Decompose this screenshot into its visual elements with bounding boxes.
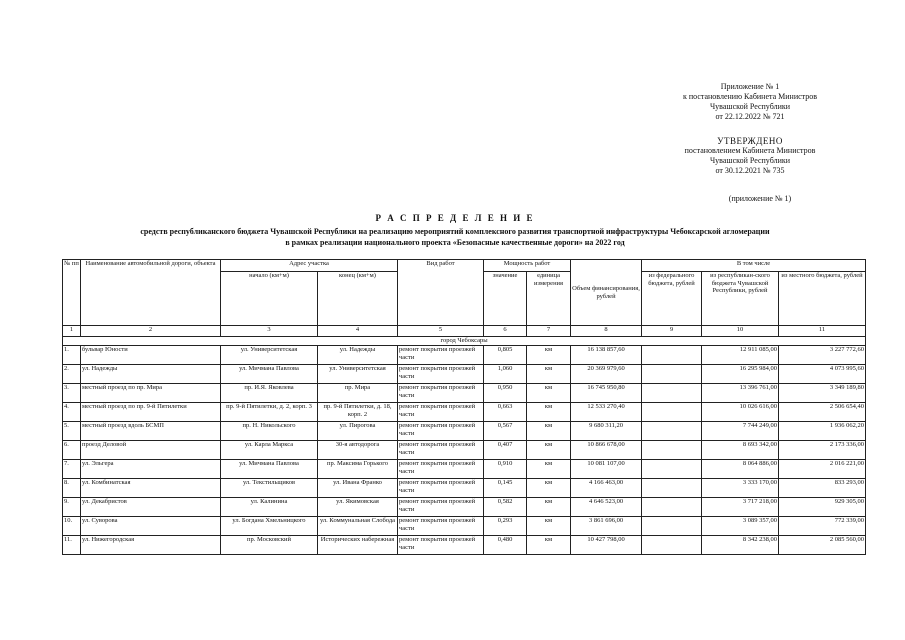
cell-work-type: ремонт покрытия проезжей части <box>398 498 484 517</box>
cell-start: ул. Богдана Хмельницкого <box>221 517 318 536</box>
cell-local: 1 936 062,20 <box>779 422 866 441</box>
cell-road-name: ул. Комбинатская <box>81 479 221 498</box>
appendix-line-4: от 22.12.2022 № 721 <box>715 112 785 121</box>
cell-num: 4. <box>63 403 81 422</box>
approved-line-1: постановлением Кабинета Министров <box>684 146 816 155</box>
cell-end: ул. Университетская <box>318 365 398 384</box>
cell-road-name: ул. Эльгера <box>81 460 221 479</box>
cell-start: ул. Калинина <box>221 498 318 517</box>
header-local: из местного бюджета, рублей <box>779 272 866 326</box>
cell-end: пр. 9-й Пятилетки, д. 18, корп. 2 <box>318 403 398 422</box>
cell-volume: 3 861 696,00 <box>571 517 642 536</box>
cell-road-name: ул. Нижегородская <box>81 536 221 555</box>
cell-end: ул. Якимовская <box>318 498 398 517</box>
cell-federal <box>642 498 702 517</box>
cell-value: 0,145 <box>484 479 527 498</box>
column-number-row <box>63 326 866 337</box>
cell-num: 10. <box>63 517 81 536</box>
cell-volume: 10 081 107,00 <box>571 460 642 479</box>
header-start: начало (км+м) <box>221 272 318 326</box>
cell-num: 2. <box>63 365 81 384</box>
header-federal: из федерального бюджета, рублей <box>642 272 702 326</box>
cell-republic: 8 693 342,00 <box>702 441 779 460</box>
cell-volume: 10 427 798,00 <box>571 536 642 555</box>
section-title: город Чебоксары <box>63 337 866 346</box>
table-row <box>63 403 866 422</box>
cell-work-type: ремонт покрытия проезжей части <box>398 346 484 365</box>
cell-volume: 12 533 270,40 <box>571 403 642 422</box>
table-row <box>63 517 866 536</box>
cell-local: 3 227 772,60 <box>779 346 866 365</box>
cell-start: ул. Текстильщиков <box>221 479 318 498</box>
cell-num: 1. <box>63 346 81 365</box>
cell-republic: 10 026 616,00 <box>702 403 779 422</box>
cell-federal <box>642 365 702 384</box>
cell-end: пр. Мира <box>318 384 398 403</box>
cell-unit: км <box>527 422 571 441</box>
document-subtitle-1: средств республиканского бюджета Чувашской Республики на реализацию мероприятий комплексного развития транспортной инфраструктуры Чебоксарской агломерации <box>140 227 770 236</box>
cell-republic: 3 333 170,00 <box>702 479 779 498</box>
cell-federal <box>642 517 702 536</box>
column-number: 9 <box>642 326 702 337</box>
cell-work-type: ремонт покрытия проезжей части <box>398 460 484 479</box>
cell-local: 772 339,00 <box>779 517 866 536</box>
cell-work-type: ремонт покрытия проезжей части <box>398 479 484 498</box>
cell-num: 5. <box>63 422 81 441</box>
column-number: 5 <box>398 326 484 337</box>
appendix-line-2: к постановлению Кабинета Министров <box>682 92 818 101</box>
column-number: 6 <box>484 326 527 337</box>
header-address: Адрес участка <box>221 260 398 272</box>
approved-block <box>660 136 840 176</box>
cell-unit: км <box>527 441 571 460</box>
cell-work-type: ремонт покрытия проезжей части <box>398 384 484 403</box>
cell-road-name: местный проезд по пр. Мира <box>81 384 221 403</box>
cell-start: пр. 9-й Пятилетки, д. 2, корп. 3 <box>221 403 318 422</box>
cell-road-name: проезд Деловой <box>81 441 221 460</box>
cell-start: ул. Карла Маркса <box>221 441 318 460</box>
cell-start: ул. Мичмана Павлова <box>221 460 318 479</box>
table-row <box>63 365 866 384</box>
cell-value: 0,582 <box>484 498 527 517</box>
appendix-block <box>660 82 840 122</box>
cell-federal <box>642 460 702 479</box>
cell-unit: км <box>527 479 571 498</box>
table-row <box>63 479 866 498</box>
cell-republic: 7 744 249,00 <box>702 422 779 441</box>
column-number: 4 <box>318 326 398 337</box>
cell-volume: 9 680 311,20 <box>571 422 642 441</box>
cell-value: 1,060 <box>484 365 527 384</box>
cell-local: 3 349 189,80 <box>779 384 866 403</box>
cell-end: ул. Ивана Франко <box>318 479 398 498</box>
approved-line-2: Чувашской Республики <box>709 156 791 165</box>
cell-republic: 3 717 218,00 <box>702 498 779 517</box>
table-row <box>63 460 866 479</box>
cell-local: 2 173 336,00 <box>779 441 866 460</box>
header-including: В том числе <box>642 260 866 272</box>
cell-value: 0,805 <box>484 346 527 365</box>
cell-republic: 8 064 886,00 <box>702 460 779 479</box>
cell-end: ул. Пирогова <box>318 422 398 441</box>
cell-num: 6. <box>63 441 81 460</box>
cell-republic: 8 342 238,00 <box>702 536 779 555</box>
header-volume: Объем финансирования, рублей <box>571 260 642 326</box>
cell-start: ул. Университетская <box>221 346 318 365</box>
cell-republic: 13 396 761,00 <box>702 384 779 403</box>
column-number: 8 <box>571 326 642 337</box>
cell-end: пр. Максима Горького <box>318 460 398 479</box>
document-title: Р А С П Р Е Д Е Л Е Н И Е <box>375 213 535 223</box>
appendix-line-3: Чувашской Республики <box>709 102 791 111</box>
table-row <box>63 498 866 517</box>
table-row <box>63 536 866 555</box>
cell-value: 0,480 <box>484 536 527 555</box>
cell-unit: км <box>527 460 571 479</box>
column-number: 10 <box>702 326 779 337</box>
cell-local: 4 073 995,60 <box>779 365 866 384</box>
cell-unit: км <box>527 346 571 365</box>
table-row <box>63 346 866 365</box>
header-value: значение <box>484 272 527 326</box>
cell-republic: 3 089 357,00 <box>702 517 779 536</box>
cell-start: пр. Московский <box>221 536 318 555</box>
column-number: 1 <box>63 326 81 337</box>
header-end: конец (км+м) <box>318 272 398 326</box>
cell-work-type: ремонт покрытия проезжей части <box>398 517 484 536</box>
cell-volume: 4 166 463,00 <box>571 479 642 498</box>
cell-end: 30-я автодорога <box>318 441 398 460</box>
appendix-note: (приложение № 1) <box>728 194 792 203</box>
cell-work-type: ремонт покрытия проезжей части <box>398 422 484 441</box>
cell-num: 8. <box>63 479 81 498</box>
cell-num: 9. <box>63 498 81 517</box>
header-unit: единица измерения <box>527 272 571 326</box>
cell-work-type: ремонт покрытия проезжей части <box>398 536 484 555</box>
cell-local: 833 293,00 <box>779 479 866 498</box>
header-capacity: Мощность работ <box>484 260 571 272</box>
approved-line-3: от 30.12.2021 № 735 <box>715 166 785 175</box>
cell-federal <box>642 346 702 365</box>
cell-value: 0,950 <box>484 384 527 403</box>
cell-unit: км <box>527 536 571 555</box>
cell-num: 11. <box>63 536 81 555</box>
cell-road-name: местный проезд по пр. 9-й Пятилетки <box>81 403 221 422</box>
cell-value: 0,567 <box>484 422 527 441</box>
cell-start: ул. Мичмана Павлова <box>221 365 318 384</box>
cell-federal <box>642 384 702 403</box>
cell-value: 0,663 <box>484 403 527 422</box>
cell-work-type: ремонт покрытия проезжей части <box>398 441 484 460</box>
cell-value: 0,910 <box>484 460 527 479</box>
cell-federal <box>642 441 702 460</box>
cell-road-name: ул. Декабристов <box>81 498 221 517</box>
cell-volume: 20 369 979,60 <box>571 365 642 384</box>
cell-local: 2 085 560,00 <box>779 536 866 555</box>
cell-value: 0,293 <box>484 517 527 536</box>
approved-title: УТВЕРЖДЕНО <box>717 136 783 146</box>
cell-federal <box>642 422 702 441</box>
cell-federal <box>642 479 702 498</box>
header-name: Наименование автомобильной дороги, объекта <box>81 260 221 326</box>
cell-end: ул. Надежды <box>318 346 398 365</box>
cell-federal <box>642 536 702 555</box>
cell-local: 2 016 221,00 <box>779 460 866 479</box>
header-republic: из республикан-ского бюджета Чувашской Республики, рублей <box>702 272 779 326</box>
cell-federal <box>642 403 702 422</box>
cell-road-name: ул. Надежды <box>81 365 221 384</box>
cell-road-name: ул. Суворова <box>81 517 221 536</box>
cell-work-type: ремонт покрытия проезжей части <box>398 403 484 422</box>
cell-value: 0,407 <box>484 441 527 460</box>
cell-work-type: ремонт покрытия проезжей части <box>398 365 484 384</box>
document-subtitle-2: в рамках реализации национального проекта «Безопасные качественные дороги» на 2022 год <box>285 238 625 247</box>
cell-start: пр. Н. Никольского <box>221 422 318 441</box>
header-num: № пп <box>63 260 81 326</box>
cell-volume: 16 138 857,60 <box>571 346 642 365</box>
cell-unit: км <box>527 403 571 422</box>
cell-unit: км <box>527 384 571 403</box>
cell-start: пр. И.Я. Яковлева <box>221 384 318 403</box>
cell-road-name: местный проезд вдоль БСМП <box>81 422 221 441</box>
cell-road-name: бульвар Юности <box>81 346 221 365</box>
cell-num: 3. <box>63 384 81 403</box>
cell-unit: км <box>527 498 571 517</box>
table-row <box>63 441 866 460</box>
appendix-line-1: Приложение № 1 <box>720 82 780 91</box>
table-row <box>63 422 866 441</box>
cell-volume: 16 745 950,80 <box>571 384 642 403</box>
column-number: 2 <box>81 326 221 337</box>
distribution-table <box>62 259 866 555</box>
table-row <box>63 384 866 403</box>
cell-end: ул. Коммунальная Слобода <box>318 517 398 536</box>
column-number: 3 <box>221 326 318 337</box>
cell-num: 7. <box>63 460 81 479</box>
cell-volume: 10 866 678,00 <box>571 441 642 460</box>
cell-republic: 12 911 085,00 <box>702 346 779 365</box>
cell-volume: 4 646 523,00 <box>571 498 642 517</box>
header-work: Вид работ <box>398 260 484 326</box>
cell-local: 929 305,00 <box>779 498 866 517</box>
cell-unit: км <box>527 365 571 384</box>
cell-unit: км <box>527 517 571 536</box>
cell-republic: 16 295 984,00 <box>702 365 779 384</box>
column-number: 7 <box>527 326 571 337</box>
section-row <box>63 337 866 346</box>
column-number: 11 <box>779 326 866 337</box>
cell-local: 2 506 654,40 <box>779 403 866 422</box>
cell-end: Исторических набережная <box>318 536 398 555</box>
